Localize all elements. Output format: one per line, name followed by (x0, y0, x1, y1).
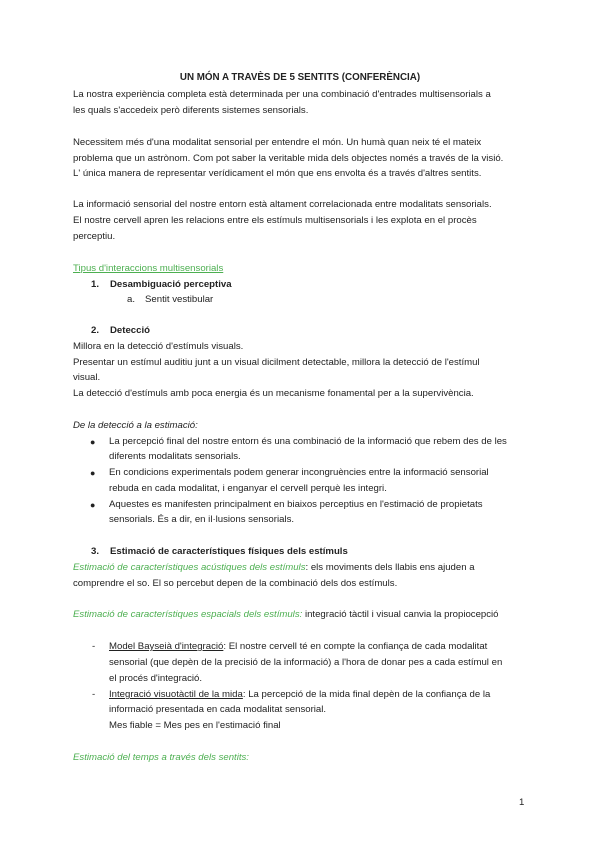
time-label: Estimació del temps a través dels sentits: (73, 752, 249, 763)
item1-number: 1. (91, 279, 100, 290)
bullet1-line1: La percepció final del nostre entorn és una combinació de la informació que rebem des de les (109, 436, 507, 447)
intro-p2-line1: Necessitem més d'una modalitat sensorial per entendre el món. Un humà quan neix té el mateix (73, 137, 482, 148)
item1-sub-label: Sentit vestibular (145, 294, 214, 305)
acoustic-line1 (73, 562, 475, 574)
intro-p2-line3: L' única manera de representar verídicament el món que ens envolta és a través d'altres sentits. (73, 168, 482, 179)
dash-icon: - (92, 641, 96, 652)
item2-line1: Millora en la detecció d'estímuls visuals. (73, 341, 244, 352)
dash-icon: - (92, 689, 96, 700)
dash1-label: Model Bayseià d'integració (109, 641, 224, 652)
item3-number: 3. (91, 546, 100, 557)
bullet3-line2: sensorials. És a dir, en il·lusions sensorials. (109, 514, 295, 525)
dash1-text: : El nostre cervell té en compte la confiança de cada modalitat (223, 641, 488, 652)
page-title: UN MÓN A TRAVÈS DE 5 SENTITS (CONFERÈNCIA) (179, 72, 421, 83)
dash2-line1 (109, 689, 490, 701)
acoustic-text: : els moviments dels llabis ens ajuden a (305, 562, 475, 573)
acoustic-label: Estimació de característiques acústiques dels estímuls (73, 562, 306, 573)
dash1-line3: el procés d'integració. (109, 673, 203, 684)
item2-line2: Presentar un estímul auditiu junt a un visual dicilment detectable, millora la detecció de l'estímul (73, 357, 480, 368)
item1-sub-marker: a. (127, 294, 136, 305)
intro-p3-line1: La informació sensorial del nostre entorn està altament correlacionada entre modalitats sensorials. (73, 199, 492, 210)
bullet2-line1: En condicions experimentals podem generar incongruències entre la informació sensorial (109, 467, 489, 478)
intro-p2-line2: problema que un astrònom. Com pot saber la veritable mida dels objectes només a través de la visió. (73, 153, 504, 164)
bullet-icon: ● (90, 437, 96, 447)
item3-label: Estimació de característiques físiques dels estímuls (110, 546, 348, 557)
dash2-text: : La percepció de la mida final depèn de la confiança de la (242, 689, 491, 700)
item2-number: 2. (91, 325, 100, 336)
spatial-text: integració tàctil i visual canvia la propiocepció (302, 609, 499, 620)
intro-p3-line3: perceptiu. (73, 231, 116, 242)
intro-p3-line2: El nostre cervell apren les relacions entre els estímuls multisensorials i les explota en el procès (73, 215, 477, 226)
section-heading: Tipus d'interaccions multisensorials (73, 263, 224, 274)
dash1-line2: sensorial (que depèn de la precisió de la informació) a l'hora de donar pes a cada estímul en (109, 657, 503, 668)
dash2-label: Integració visuotàctil de la mida (109, 689, 243, 700)
dash2-line2: informació presentada en cada modalitat sensorial. (109, 704, 327, 715)
acoustic-line2: comprendre el so. El so percebut depen de la combinació dels dos estímuls. (73, 578, 398, 589)
intro-p1-line2: les quals s'accedeix però diferents sistemes sensorials. (73, 105, 309, 116)
intro-p1-line1: La nostra experiència completa està determinada per una combinació d'entrades multisensorials a (73, 89, 491, 100)
item2-line4: La detecció d'estímuls amb poca energia és un mecanisme fonamental per a la supervivència. (73, 388, 474, 399)
item1-label: Desambiguació perceptiva (110, 279, 232, 290)
item2-label: Detecció (110, 325, 150, 336)
spatial-line (73, 609, 499, 621)
page-number: 1 (519, 797, 525, 808)
item2-line3: visual. (73, 372, 101, 383)
bullet1-line2: diferents modalitats sensorials. (109, 451, 241, 462)
bullet-icon: ● (90, 468, 96, 478)
dash2-line3: Mes fiable = Mes pes en l'estimació final (109, 720, 281, 731)
item2-subheading: De la detecció a la estimació: (73, 420, 198, 431)
bullet-icon: ● (90, 500, 96, 510)
bullet3-line1: Aquestes es manifesten principalment en biaixos perceptius en l'estimació de propietats (109, 499, 483, 510)
bullet2-line2: rebuda en cada modalitat, i enganyar el cervell perquè les integri. (109, 483, 387, 494)
spatial-label: Estimació de característiques espacials dels estímuls: (73, 609, 303, 620)
dash1-line1 (109, 641, 487, 653)
